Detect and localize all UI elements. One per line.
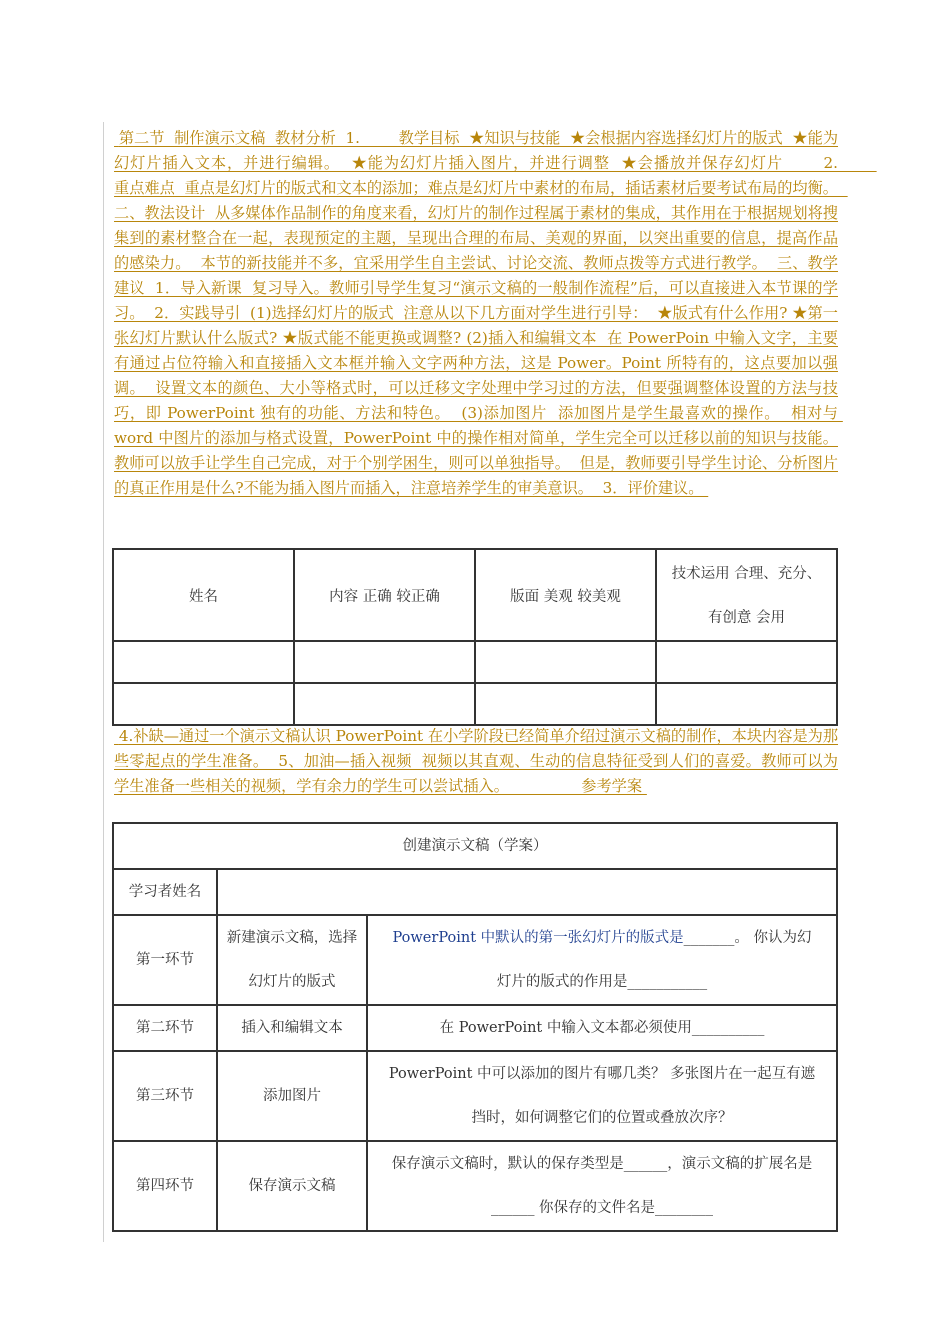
table-row [113, 1005, 837, 1051]
table-row [113, 823, 837, 869]
task-text: 灯片的版式的作用是 [496, 974, 628, 990]
stage-task [367, 1005, 837, 1051]
table-cell [113, 683, 294, 725]
evaluation-table [112, 548, 838, 726]
stage-task [367, 1141, 837, 1231]
stage-label: 第一环节 [113, 915, 217, 1005]
stage-task [367, 1051, 837, 1141]
table-row [113, 869, 837, 915]
task-text: PowerPoint 中可以添加的图片有哪几类？ 多张图片在一起互有遮 [388, 1066, 816, 1082]
topic-line: 新建演示文稿，选择 [226, 930, 358, 946]
answer-blank: _______ [683, 930, 735, 946]
table-row [113, 915, 837, 1005]
learner-name-label: 学习者姓名 [113, 869, 217, 915]
table-row [113, 641, 837, 683]
task-text: 挡时，如何调整它们的位置或叠放次序？ [471, 1110, 733, 1126]
table-row [113, 549, 837, 641]
plan-title: 创建演示文稿（学案） [113, 823, 837, 869]
header-name: 姓名 [113, 549, 294, 641]
task-text: ，演示文稿的扩展名是 [667, 1156, 813, 1172]
stage-topic [217, 915, 367, 1005]
task-text: 。 你认为幻 [734, 930, 812, 946]
table-cell [475, 683, 656, 725]
table-row [113, 1141, 837, 1231]
table-cell [656, 683, 837, 725]
task-text: 保存演示文稿时，默认的保存类型是 [391, 1156, 624, 1172]
stage-label: 第三环节 [113, 1051, 217, 1141]
header-technique [656, 549, 837, 641]
table-cell [113, 641, 294, 683]
stage-task [367, 915, 837, 1005]
task-text: PowerPoint 中默认的第一张幻灯片的版式是 [392, 930, 684, 946]
stage-topic: 插入和编辑文本 [217, 1005, 367, 1051]
margin-line [103, 122, 104, 1242]
header-content: 内容 正确 较正确 [294, 549, 475, 641]
lesson-plan-table [112, 822, 838, 1232]
table-row [113, 683, 837, 725]
answer-blank: __________ [691, 1020, 765, 1036]
stage-label: 第二环节 [113, 1005, 217, 1051]
stage-label: 第四环节 [113, 1141, 217, 1231]
table-cell [475, 641, 656, 683]
header-technique-line1: 技术运用 合理、充分、 [671, 566, 822, 582]
topic-line: 幻灯片的版式 [248, 974, 336, 990]
table-cell [294, 683, 475, 725]
table-cell [294, 641, 475, 683]
task-text: 在 PowerPoint 中输入文本都必须使用 [439, 1020, 692, 1036]
task-text: 你保存的文件名是 [534, 1200, 656, 1216]
learner-name-field [217, 869, 837, 915]
stage-topic: 添加图片 [217, 1051, 367, 1141]
answer-blank: ________ [655, 1200, 714, 1216]
answer-blank: ___________ [627, 974, 708, 990]
table-cell [656, 641, 837, 683]
answer-blank: ______ [490, 1200, 535, 1216]
header-technique-line2: 有创意 会用 [707, 610, 786, 626]
header-layout: 版面 美观 较美观 [475, 549, 656, 641]
intro-paragraph: 第二节 制作演示文稿 教材分析 1. 教学目标 ★知识与技能 ★会根据内容选择幻灯片的版式 ★能为幻灯片插入文本，并进行编辑。 ★能为幻灯片插入图片，并进行调整 ★会播放并保存幻灯片 2. 重点难点 重点是幻灯片的版式和文本的添加；难点是幻灯片中素材的布局，插话素材后要考试布局的均衡。 二、教法设计 从多媒体作品制作的角度来看，幻灯片的制作过程属于素材的集成，其作用在于根据规划将搜集到的素材整合在一起，表现预定的主题，呈现出合理的布局、美观的界面，以突出重要的信息，提高作品的感染力。 本节的新技能并不多，宜采用学生自主尝试、讨论交流、教师点拨等方式进行教学。 三、教学建议 1．导入新课 复习导入。教师引导学生复习“演示文稿的一般制作流程”后，可以直接进入本节课的学习。 2．实践导引 (1)选择幻灯片的版式 注意从以下几方面对学生进行引导： ★版式有什么作用? ★第一张幻灯片默认什么版式? ★版式能不能更换或调整? (2)插入和编辑文本 在 PowerPoin 中输入文字，主要有通过占位符输入和直接插入文本框并输入文字两种方法，这是 Power。Point 所特有的，这点要加以强调。 设置文本的颜色、大小等格式时，可以迁移文字处理中学习过的方法，但要强调整体设置的方法与技巧，即 PowerPoint 独有的功能、方法和特色。 (3)添加图片 添加图片是学生最喜欢的操作。 相对与 word 中图片的添加与格式设置，PowerPoint 中的操作相对简单，学生完全可以迁移以前的知识与技能。教师可以放手让学生自己完成，对于个别学困生，则可以单独指导。 但是，教师要引导学生讨论、分析图片的真正作用是什么?不能为插入图片而插入，注意培养学生的审美意识。 3．评价建议。 [114, 129, 877, 497]
middle-paragraph: 4.补缺—通过一个演示文稿认识 PowerPoint 在小学阶段已经简单介绍过演示文稿的制作，本块内容是为那些零起点的学生准备。 5、加油—插入视频 视频以其直观、生动的信息特征受到人们的喜爱。教师可以为学生准备一些相关的视频，学有余力的学生可以尝试插入。 参考学案 [114, 727, 839, 795]
stage-topic: 保存演示文稿 [217, 1141, 367, 1231]
answer-blank: ______ [623, 1156, 668, 1172]
table-row [113, 1051, 837, 1141]
